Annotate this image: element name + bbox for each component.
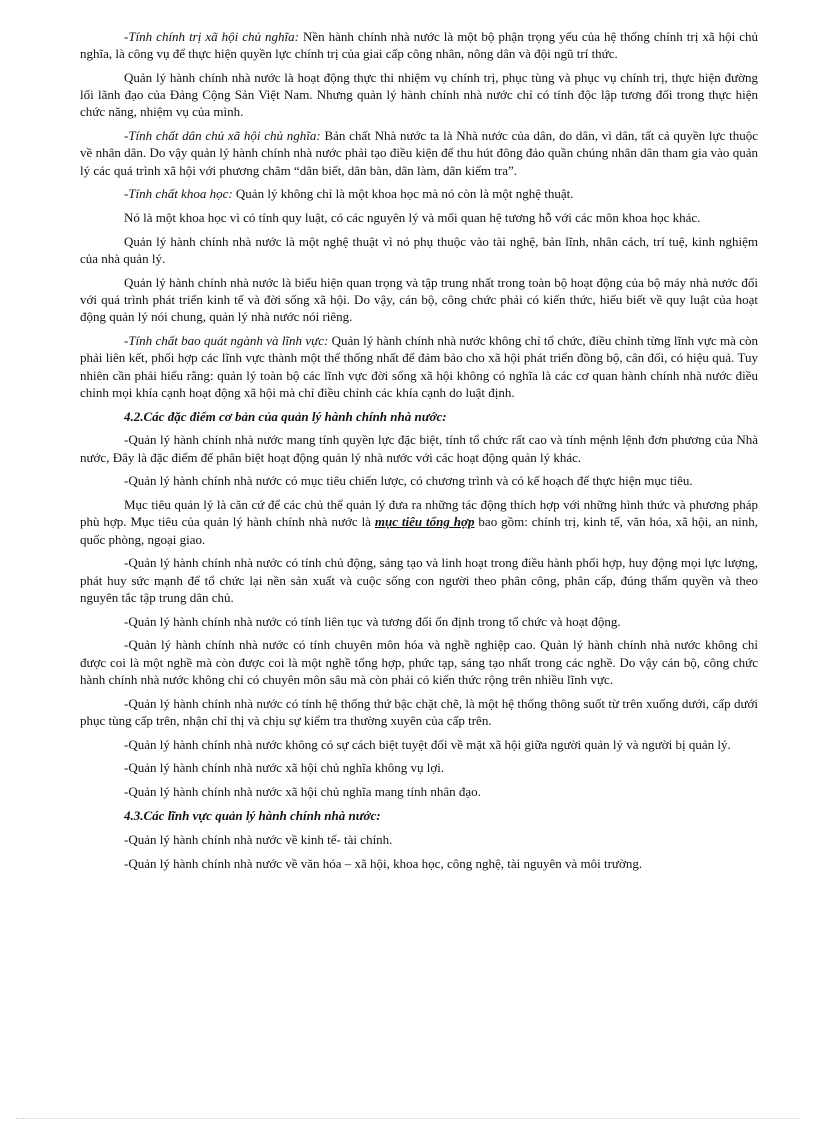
paragraph-non-profit: -Quản lý hành chính nhà nước xã hội chủ nghĩa không vụ lợi. bbox=[124, 760, 445, 776]
paragraph-no-separation: -Quản lý hành chính nhà nước không có sự cách biệt tuyệt đối về mặt xã hội giữa người quản lý và người bị quản lý. bbox=[124, 736, 731, 752]
paragraph-culture-society: -Quản lý hành chính nhà nước về văn hóa – xã hội, khoa học, công nghệ, tài nguyên và môi trường. bbox=[124, 855, 643, 871]
paragraph-goal-basis: Mục tiêu quản lý là căn cứ để các chủ thể quản lý đưa ra những tác động thích hợp với những hình thức và phương pháp phù hợp. Mục tiêu của quản lý hành chính nhà nước là mục tiêu tổng hợp bao gồm: chính trị, kinh tế, văn hóa, xã hội, an ninh, quốc phòng, ngoại giao. bbox=[80, 497, 758, 547]
heading-4-2: 4.2.Các đặc điểm cơ bản của quản lý hành chính nhà nước: bbox=[124, 408, 447, 424]
document-page bbox=[80, 28, 758, 878]
paragraph-special-power: -Quản lý hành chính nhà nước mang tính quyền lực đặc biệt, tính tổ chức rất cao và tính mệnh lệnh đơn phương của Nhà nước, Đây là đặc điểm để phân biệt hoạt động quản lý nhà nước với các hoạt động quản lý khác. bbox=[80, 432, 758, 465]
paragraph-humanitarian: -Quản lý hành chính nhà nước xã hội chủ nghĩa mang tính nhân đạo. bbox=[124, 784, 481, 800]
paragraph-initiative: -Quản lý hành chính nhà nước có tính chủ động, sáng tạo và linh hoạt trong điều hành phối hợp, huy động mọi lực lượng, phát huy sức mạnh để tổ chức lại nền sản xuất và cuộc sống con người theo phân công, phân cấp, đúng thẩm quyền và theo nguyên tắc tập trung dân chủ. bbox=[80, 555, 758, 605]
lead-democratic-nature: -Tính chất dân chủ xã hội chủ nghĩa: bbox=[124, 128, 321, 144]
paragraph-scientific-nature: -Tính chất khoa học: Quản lý không chỉ là một khoa học mà nó còn là một nghệ thuật. bbox=[124, 186, 574, 202]
paragraph-economy-finance: -Quản lý hành chính nhà nước về kinh tế- tài chính. bbox=[124, 831, 393, 847]
paragraph-art: Quản lý hành chính nhà nước là một nghệ thuật vì nó phụ thuộc vào tài nghệ, bản lĩnh, nhân cách, trí tuệ, kinh nghiệm của nhà quản lý. bbox=[80, 234, 758, 267]
paragraph-political-nature: -Tính chính trị xã hội chủ nghĩa: Nền hành chính nhà nước là một bộ phận trọng yếu của hệ thống chính trị xã hội chủ nghĩa, là công vụ để thực hiện quyền lực chính trị của giai cấp công nhân, nông dân và đội ngũ trí thức. bbox=[80, 29, 758, 62]
lead-political-nature: -Tính chính trị xã hội chủ nghĩa: bbox=[124, 29, 299, 44]
paragraph-continuity: -Quản lý hành chính nhà nước có tính liên tục và tương đối ổn định trong tổ chức và hoạt động. bbox=[124, 613, 621, 629]
paragraph-political-task: Quản lý hành chính nhà nước là hoạt động thực thi nhiệm vụ chính trị, phục tùng và phục vụ chính trị, thực hiện đường lối lãnh đạo của Đảng Cộng Sản Việt Nam. Nhưng quản lý hành chính nhà nước chỉ có tính độc lập tương đối trong thực hiện chức năng, nhiệm vụ của mình. bbox=[80, 70, 758, 120]
paragraph-science: Nó là một khoa học vì có tính quy luật, có các nguyên lý và mối quan hệ tương hỗ với các môn khoa học khác. bbox=[124, 210, 701, 226]
paragraph-comprehensive-nature: -Tính chất bao quát ngành và lĩnh vực: Quản lý hành chính nhà nước không chỉ tổ chức, điều chỉnh từng lĩnh vực mà còn phải liên kết, phối hợp các lĩnh vực thành một thể thống nhất để đảm bảo cho xã hội phát triển đồng bộ, cân đối, có hiệu quả. Tuy nhiên cần phải hiểu rằng: quản lý toàn bộ các lĩnh vực đời sống xã hội không có nghĩa là các cơ quan hành chính nhà nước điều chỉnh mọi khía cạnh hoạt động xã hội mà chỉ điều chỉnh các khía cạnh do luật định. bbox=[80, 333, 758, 400]
emphasis-overall-goal: mục tiêu tổng hợp bbox=[374, 514, 475, 530]
lead-scientific-nature: -Tính chất khoa học: bbox=[124, 186, 233, 202]
heading-4-3: 4.3.Các lĩnh vực quản lý hành chính nhà nước: bbox=[124, 808, 381, 823]
paragraph-hierarchy: -Quản lý hành chính nhà nước có tính hệ thống thứ bậc chặt chẽ, là một hệ thống thông suốt từ trên xuống dưới, cấp dưới phục tùng cấp trên, nhận chỉ thị và chịu sự kiểm tra thường xuyên của cấp trên. bbox=[80, 695, 758, 728]
paragraph-specialization: -Quản lý hành chính nhà nước có tính chuyên môn hóa và nghề nghiệp cao. Quản lý hành chính nhà nước không chỉ được coi là một nghề mà còn được coi là một nghề tổng hợp, phức tạp, sáng tạo nhất trong các nghề. Do vậy cán bộ, công chức hành chính nhà nước không chỉ có chuyên môn sâu mà còn phải có kiến thức rộng trên nhiều lĩnh vực. bbox=[80, 637, 758, 687]
paragraph-expression: Quản lý hành chính nhà nước là biểu hiện quan trọng và tập trung nhất trong toàn bộ hoạt động của bộ máy nhà nước đối với quá trình phát triển kinh tế và đời sống xã hội. Do vậy, cán bộ, công chức phải có kiến thức, hiểu biết về quy luật của hoạt động quản lý nói chung, quản lý nhà nước nói riêng. bbox=[80, 275, 758, 325]
paragraph-democratic-nature: -Tính chất dân chủ xã hội chủ nghĩa: Bản chất Nhà nước ta là Nhà nước của dân, do dân, vì dân, tất cả quyền lực thuộc về nhân dân. Do vậy quản lý hành chính nhà nước phải tạo điều kiện để thu hút đông đảo quần chúng nhân dân tham gia vào quản lý các quá trình xã hội với phương châm “dân biết, dân bàn, dân làm, dân kiểm tra”. bbox=[80, 128, 758, 178]
page-bottom-rule bbox=[16, 1118, 800, 1119]
lead-comprehensive-nature: -Tính chất bao quát ngành và lĩnh vực: bbox=[124, 333, 329, 349]
paragraph-strategic-goal: -Quản lý hành chính nhà nước có mục tiêu chiến lược, có chương trình và có kế hoạch để thực hiện mục tiêu. bbox=[124, 473, 693, 489]
